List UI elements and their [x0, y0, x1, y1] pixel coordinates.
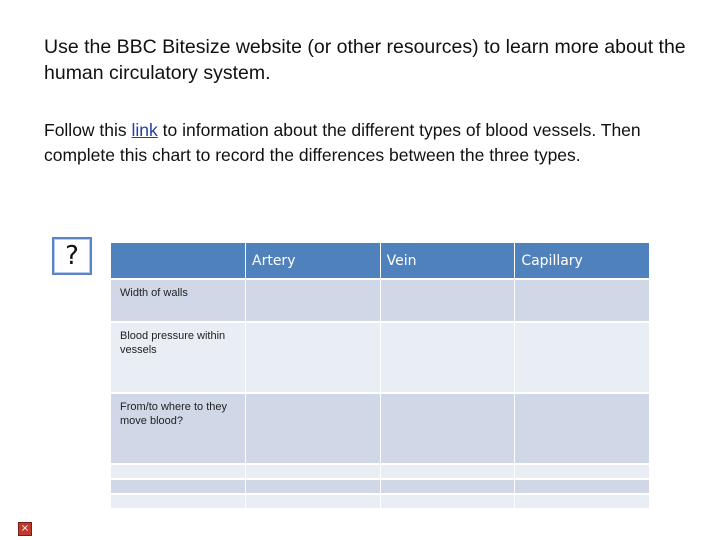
header-cell-vein: Vein	[381, 243, 515, 278]
header-cell-capillary: Capillary	[515, 243, 649, 278]
answer-cell[interactable]	[515, 393, 649, 463]
answer-cell[interactable]	[515, 494, 649, 508]
question-mark-icon: ?	[65, 241, 79, 271]
table-row	[111, 279, 649, 321]
blood-vessel-chart	[110, 242, 650, 509]
chart-header-row	[111, 243, 649, 278]
answer-cell[interactable]	[381, 494, 515, 508]
answer-cell[interactable]	[381, 479, 515, 493]
answer-cell[interactable]	[381, 279, 515, 321]
answer-cell[interactable]	[381, 322, 515, 392]
answer-cell[interactable]	[515, 479, 649, 493]
row-label: Blood pressure within vessels	[111, 322, 245, 392]
instructions-after-link: to information about the different types of blood vessels. Then complete this chart to record the differences between the three types.	[44, 120, 641, 165]
header-cell-artery: Artery	[246, 243, 380, 278]
answer-cell[interactable]	[246, 479, 380, 493]
intro-text: Use the BBC Bitesize website (or other resources) to learn more about the human circulatory system.	[44, 36, 686, 84]
answer-cell[interactable]	[515, 464, 649, 478]
instructions-text	[44, 118, 704, 167]
answer-cell[interactable]	[246, 322, 380, 392]
answer-cell[interactable]	[246, 464, 380, 478]
answer-cell[interactable]	[381, 464, 515, 478]
answer-cell[interactable]	[246, 279, 380, 321]
row-label: Width of walls	[111, 279, 245, 321]
table-row	[111, 494, 649, 508]
answer-cell[interactable]	[246, 494, 380, 508]
header-cell-blank	[111, 243, 245, 278]
row-label[interactable]	[111, 479, 245, 493]
answer-cell[interactable]	[515, 279, 649, 321]
row-label[interactable]	[111, 464, 245, 478]
answer-cell[interactable]	[515, 322, 649, 392]
table-row	[111, 464, 649, 478]
instructions-before-link: Follow this	[44, 120, 132, 140]
row-label: From/to where to they move blood?	[111, 393, 245, 463]
table-row	[111, 393, 649, 463]
bitesize-link[interactable]: link	[131, 120, 158, 140]
close-icon[interactable]: ×	[18, 522, 32, 536]
table-row	[111, 479, 649, 493]
answer-cell[interactable]	[381, 393, 515, 463]
table-row	[111, 322, 649, 392]
help-button[interactable]	[52, 237, 92, 275]
answer-cell[interactable]	[246, 393, 380, 463]
row-label[interactable]	[111, 494, 245, 508]
